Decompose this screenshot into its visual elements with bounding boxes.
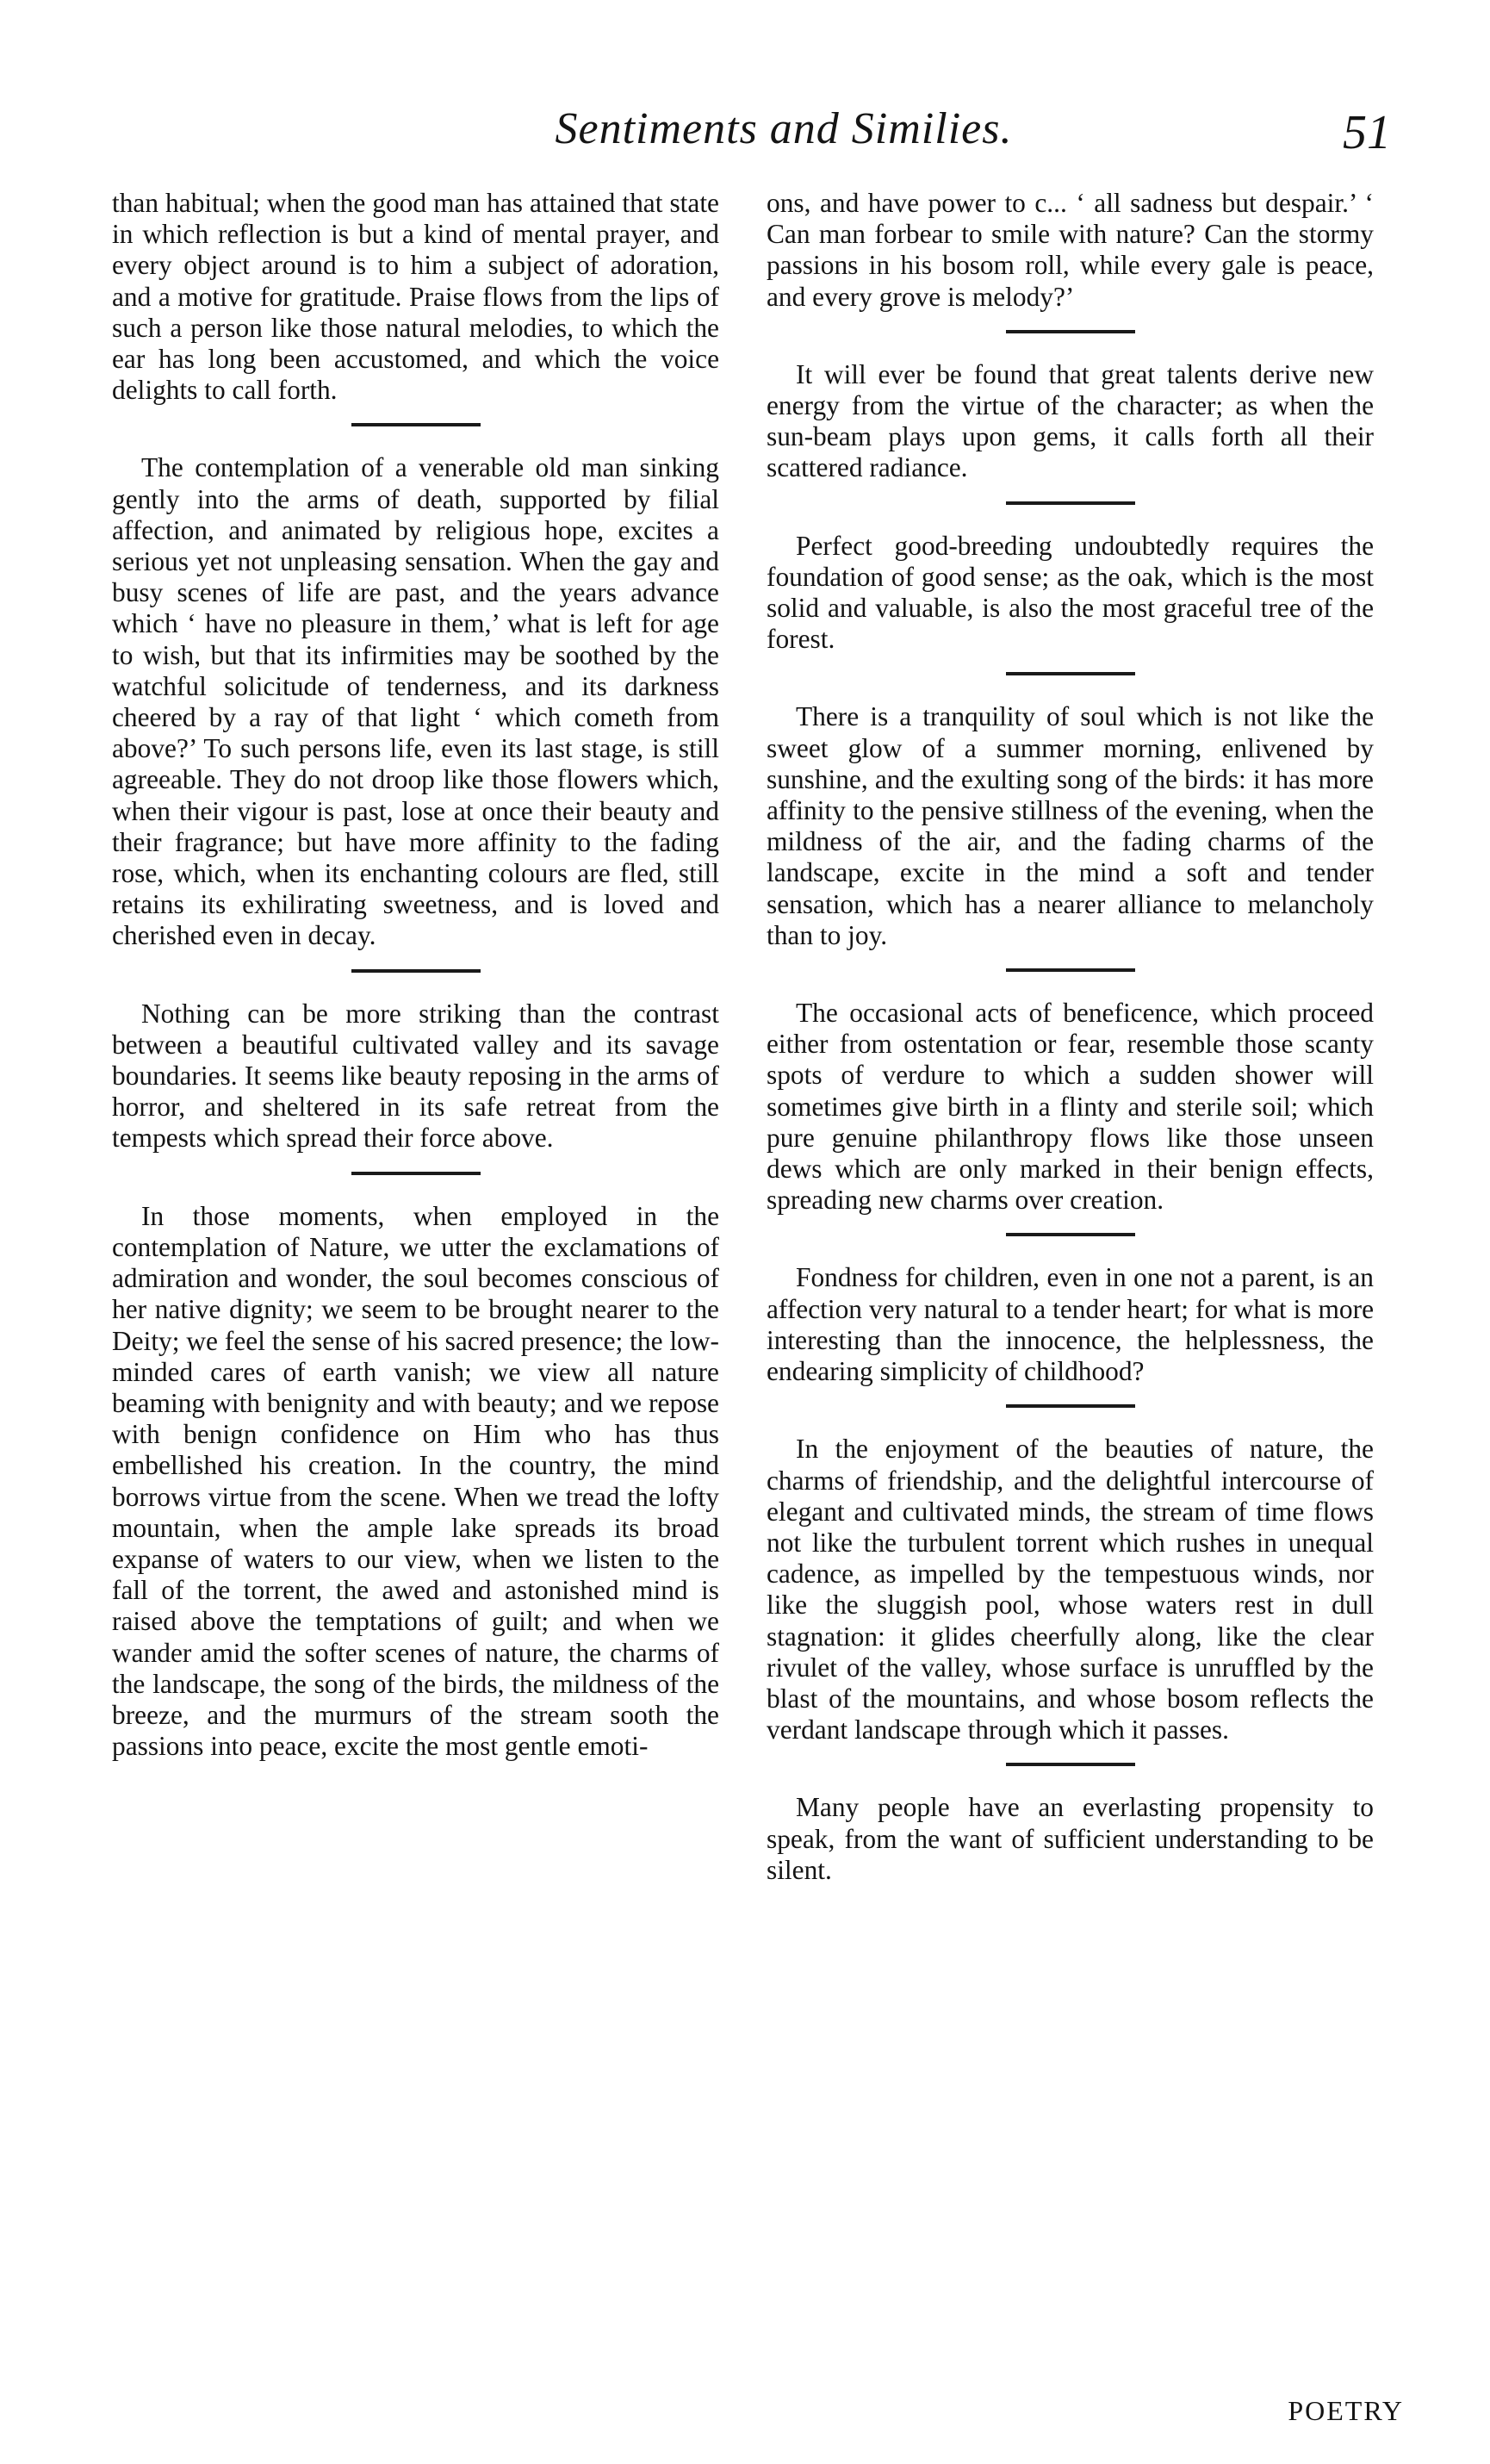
section-divider: [351, 969, 481, 973]
section-divider: [351, 1172, 481, 1175]
section-divider: [1006, 1404, 1135, 1408]
running-title: Sentiments and Similies.: [555, 104, 1013, 153]
section-divider: [351, 423, 481, 426]
section-divider: [1006, 968, 1135, 972]
section-divider: [1006, 330, 1135, 333]
paragraph: Nothing can be more striking than the contrast between a beautiful cultivated valley and its savage boundaries. It seems like beauty reposing in the arms of horror, and sheltered in its safe retreat from the tempests which spread their force above.: [112, 998, 719, 1154]
paragraph: In those moments, when employed in the contemplation of Nature, we utter the exclamations of admiration and wonder, the soul becomes conscious of her native dignity; we seem to be brought nearer to the Deity; we feel the sense of his sacred presence; the low-minded cares of earth vanish; we view all nature beaming with benignity and with beauty; and we repose with benign confidence on Him who has thus embellished his creation. In the country, the mind borrows virtue from the scene. When we tread the lofty mountain, when the ample lake spreads its broad expanse of waters to our view, when we listen to the fall of the torrent, the awed and astonished mind is raised above the temptations of guilt; and when we wander amid the softer scenes of nature, the charms of the landscape, the song of the birds, the mildness of the breeze, and the murmurs of the stream sooth the passions into peace, excite the most gentle emoti-: [112, 1200, 719, 1762]
paragraph: Perfect good-breeding undoubtedly requires the foundation of good sense; as the oak, which is the most solid and valuable, is also the most graceful tree of the forest.: [767, 530, 1374, 655]
right-column: [767, 188, 1374, 1886]
paragraph: The contemplation of a venerable old man sinking gently into the arms of death, supported by filial affection, and animated by religious hope, excites a serious yet not unpleasing sensation. When the gay and busy scenes of life are past, and the years advance which ‘ have no pleasure in them,’ what is left for age to wish, but that its infirmities may be soothed by the watchful solicitude of tenderness, and its darkness cheered by a ray of that light ‘ which cometh from above?’ To such persons life, even its last stage, is still agreeable. They do not droop like those flowers which, when their vigour is past, lose at once their beauty and their fragrance; but have more affinity to the fading rose, which, when its enchanting colours are fled, still retains its exhilirating sweetness, and is loved and cherished even in decay.: [112, 452, 719, 951]
section-divider: [1006, 1763, 1135, 1766]
paragraph: There is a tranquility of soul which is not like the sweet glow of a summer morning, enlivened by sunshine, and the exulting song of the birds: it has more affinity to the pensive stillness of the evening, when the mildness of the air, and the fading charms of the landscape, excite in the mind a soft and tender sensation, which has a nearer alliance to melancholy than to joy.: [767, 701, 1374, 950]
section-divider: [1006, 672, 1135, 675]
paragraph: than habitual; when the good man has attained that state in which reflection is but a kind of mental prayer, and every object around is to him a subject of adoration, and a motive for gratitude. Praise flows from the lips of such a person like those natural melodies, to which the ear has long been accustomed, and which the voice delights to call forth.: [112, 188, 719, 406]
catchword: POETRY: [1288, 2395, 1404, 2426]
paragraph: In the enjoyment of the beauties of nature, the charms of friendship, and the delightful intercourse of elegant and cultivated minds, the stream of time flows not like the turbulent torrent which rushes in unequal cadence, as impelled by the tempestuous winds, nor like the sluggish pool, whose waters rest in dull stagnation: it glides cheerfully along, like the clear rivulet of the valley, whose surface is unruffled by the blast of the mountains, and whose bosom reflects the verdant landscape through which it passes.: [767, 1434, 1374, 1745]
left-column: [112, 188, 719, 1762]
paragraph: Many people have an everlasting propensity to speak, from the want of sufficient understanding to be silent.: [767, 1792, 1374, 1885]
paragraph: Fondness for children, even in one not a parent, is an affection very natural to a tender heart; for what is more interesting than the innocence, the helplessness, the endearing simplicity of childhood?: [767, 1262, 1374, 1387]
paragraph: The occasional acts of beneficence, which proceed either from ostentation or fear, resemble those scanty spots of verdure to which a sudden shower will sometimes give birth in a flinty and sterile soil; which pure genuine philanthropy flows like those unseen dews which are only marked in their benign effects, spreading new charms over creation.: [767, 998, 1374, 1216]
page-number: 51: [1343, 106, 1391, 159]
paragraph: It will ever be found that great talents derive new energy from the virtue of the character; as when the sun-beam plays upon gems, it calls forth all their scattered radiance.: [767, 358, 1374, 483]
section-divider: [1006, 1233, 1135, 1236]
section-divider: [1006, 501, 1135, 505]
paragraph: ons, and have power to c... ‘ all sadness but despair.’ ‘ Can man forbear to smile with nature? Can the stormy passions in his bosom roll, while every gale is peace, and every grove is melody?’: [767, 188, 1374, 312]
